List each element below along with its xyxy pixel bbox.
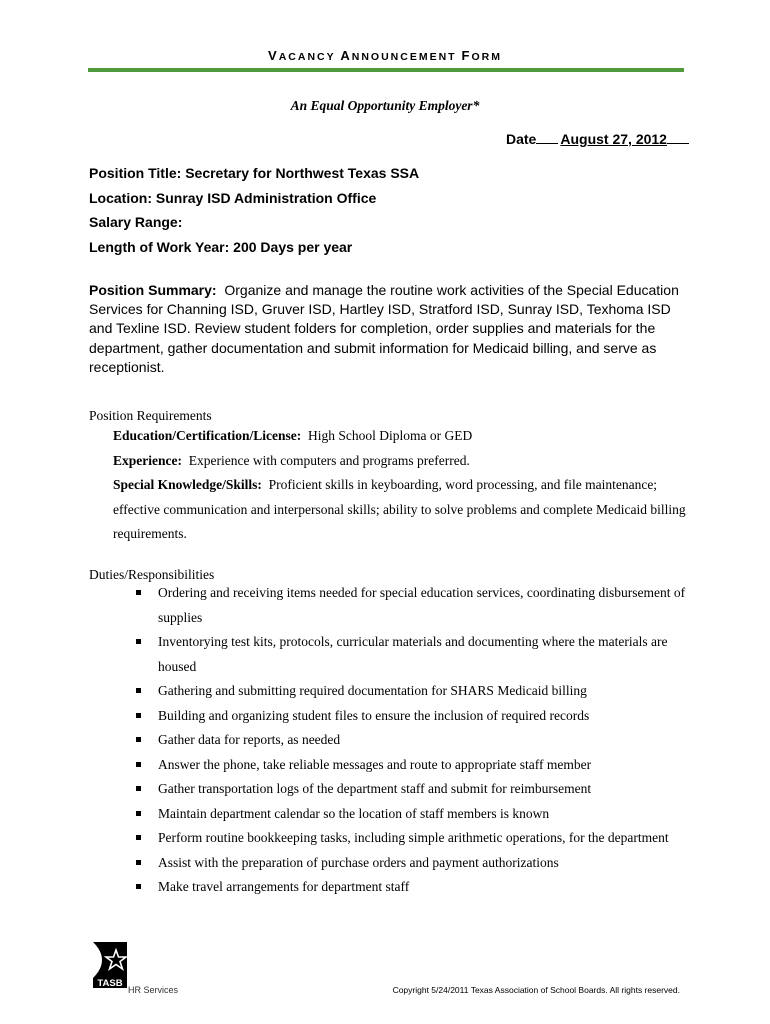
list-item (131, 777, 691, 802)
hr-services-label: HR Services (128, 985, 179, 995)
bullet-icon (136, 811, 141, 816)
experience-requirement (113, 449, 693, 474)
skills-value: Proficient skills in keyboarding, word processing, and file maintenance; effective communication and interpersonal skills; ability to solve problems and complete Medicaid billing requirements. (113, 477, 686, 541)
title-part: ORM (471, 51, 502, 63)
bullet-icon (136, 884, 141, 889)
form-title (0, 48, 770, 63)
date-blank (667, 143, 689, 144)
date-label: Date (506, 131, 537, 147)
copyright: Copyright 5/24/2011 Texas Association of School Boards. All rights reserved. (392, 985, 680, 995)
list-item (131, 826, 691, 851)
duty-text: Make travel arrangements for department staff (158, 879, 410, 894)
title-divider (88, 68, 684, 72)
bullet-icon (136, 762, 141, 767)
duty-text: Perform routine bookkeeping tasks, including simple arithmetic operations, for the department (158, 830, 669, 845)
duty-text: Gathering and submitting required documentation for SHARS Medicaid billing (158, 683, 587, 698)
list-item (131, 581, 691, 630)
list-item (131, 679, 691, 704)
education-value: High School Diploma or GED (307, 428, 473, 443)
list-item (131, 704, 691, 729)
duty-text: Building and organizing student files to ensure the inclusion of required records (158, 707, 590, 723)
position-fields (89, 163, 689, 261)
list-item (131, 630, 691, 679)
work-year: Length of Work Year: 200 Days per year (89, 238, 353, 255)
bullet-icon (136, 737, 141, 742)
title-part: F (461, 48, 472, 63)
duty-text: Maintain department calendar so the location of staff members is known (158, 805, 550, 821)
duty-text: Assist with the preparation of purchase orders and payment authorizations (158, 854, 559, 870)
date-blank (536, 143, 558, 144)
title-part: A (340, 48, 352, 63)
logo-lettering: TASB (97, 978, 123, 989)
duty-text: Inventorying test kits, protocols, curricular materials and documenting where the materials are housed (158, 634, 668, 674)
title-part: ACANCY (278, 51, 341, 63)
date-line (506, 131, 689, 147)
experience-value: Experience with computers and programs preferred. (188, 452, 470, 468)
location: Location: Sunray ISD Administration Office (89, 189, 377, 206)
eeo-statement: An Equal Opportunity Employer* (290, 98, 480, 113)
duty-text: Gather data for reports, as needed (158, 732, 341, 747)
list-item (131, 875, 691, 900)
summary-text: Organize and manage the routine work activities of the Special Education Services for Channing ISD, Gruver ISD, Hartley ISD, Stratford ISD, Sunray ISD, Texhoma ISD and Texline ISD. Review student folders for completion, order supplies and materials for the department, gather documentation and submit information for Medicaid billing, and serve as receptionist. (89, 282, 679, 375)
salary-range: Salary Range: (89, 214, 183, 230)
list-item (131, 802, 691, 827)
requirements-block (113, 424, 693, 547)
list-item (131, 753, 691, 778)
duty-text: Gather transportation logs of the department staff and submit for reimbursement (158, 781, 592, 796)
skills-label: Special Knowledge/Skills: (113, 477, 262, 492)
tasb-logo-icon (89, 940, 129, 994)
title-part: NNOUNCEMENT (351, 51, 462, 63)
duties-title: Duties/Responsibilities (89, 567, 215, 582)
experience-label: Experience: (113, 452, 182, 468)
duty-text: Ordering and receiving items needed for special education services, coordinating disbursement of supplies (158, 585, 686, 625)
bullet-icon (136, 639, 141, 644)
education-requirement (113, 424, 693, 449)
duty-text: Answer the phone, take reliable messages and route to appropriate staff member (158, 756, 592, 772)
bullet-icon (136, 590, 141, 595)
duties-list (131, 581, 691, 900)
education-label: Education/Certification/License: (113, 428, 302, 443)
summary-label: Position Summary: (89, 282, 217, 298)
bullet-icon (136, 860, 141, 865)
title-part: V (268, 48, 279, 63)
position-title: Position Title: Secretary for Northwest Texas SSA (89, 165, 420, 181)
date-value: August 27, 2012 (560, 131, 667, 147)
skills-requirement (113, 473, 693, 547)
list-item (131, 728, 691, 753)
bullet-icon (136, 713, 141, 718)
bullet-icon (136, 786, 141, 791)
position-summary (89, 281, 689, 377)
bullet-icon (136, 688, 141, 693)
requirements-title: Position Requirements (89, 408, 212, 423)
list-item (131, 851, 691, 876)
bullet-icon (136, 835, 141, 840)
